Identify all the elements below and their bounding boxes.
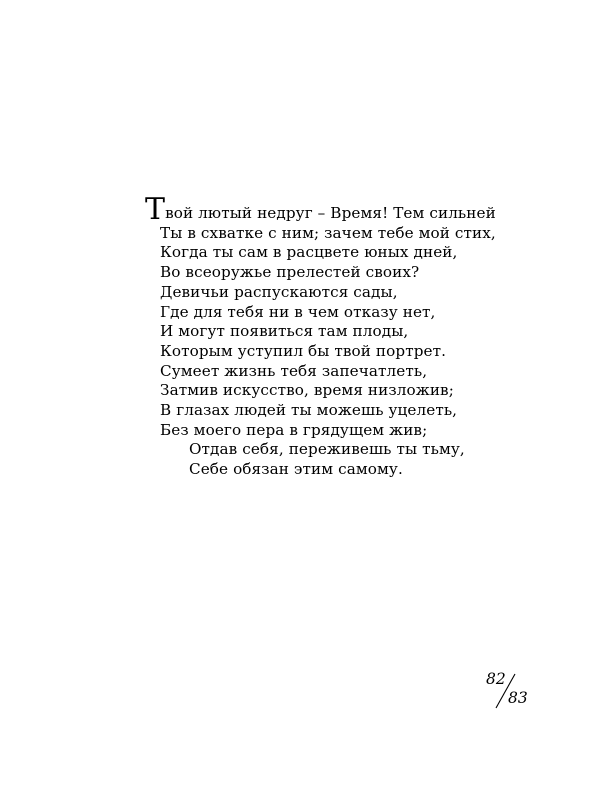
poem-line-1 [145, 192, 525, 227]
poem-line: Без моего пера в грядущем жив; [160, 420, 428, 439]
couplet-line: Отдав себя, переживешь ты тьму, [189, 440, 465, 459]
poem-line-1-rest: вой лютый недруг – Время! Тем сильней [165, 204, 496, 222]
drop-cap: Т [145, 192, 166, 227]
couplet-line: Себе обязан этим самому. [189, 460, 403, 479]
page-number-right: 83 [508, 689, 528, 707]
poem-line: Сумеет жизнь тебя запечатлеть, [160, 361, 428, 380]
poem-line: В глазах людей ты можешь уцелеть, [160, 401, 458, 420]
poem-line: Ты в схватке с ним; зачем тебе мой стих, [160, 223, 496, 242]
poem-line: Которым уступил бы твой портрет. [160, 341, 447, 360]
poem-text [145, 192, 525, 480]
poem-line: Когда ты сам в расцвете юных дней, [160, 243, 458, 262]
poem-line: Где для тебя ни в чем отказу нет, [160, 302, 436, 321]
poem-line: Во всеоружье прелестей своих? [160, 263, 420, 282]
poem-line: Девичьи распускаются сады, [160, 282, 398, 301]
page-numbers [470, 668, 550, 714]
page-number-left: 82 [486, 670, 506, 688]
poem-line: Затмив искусство, время низложив; [160, 381, 454, 400]
poem-line: И могут появиться там плоды, [160, 322, 409, 341]
